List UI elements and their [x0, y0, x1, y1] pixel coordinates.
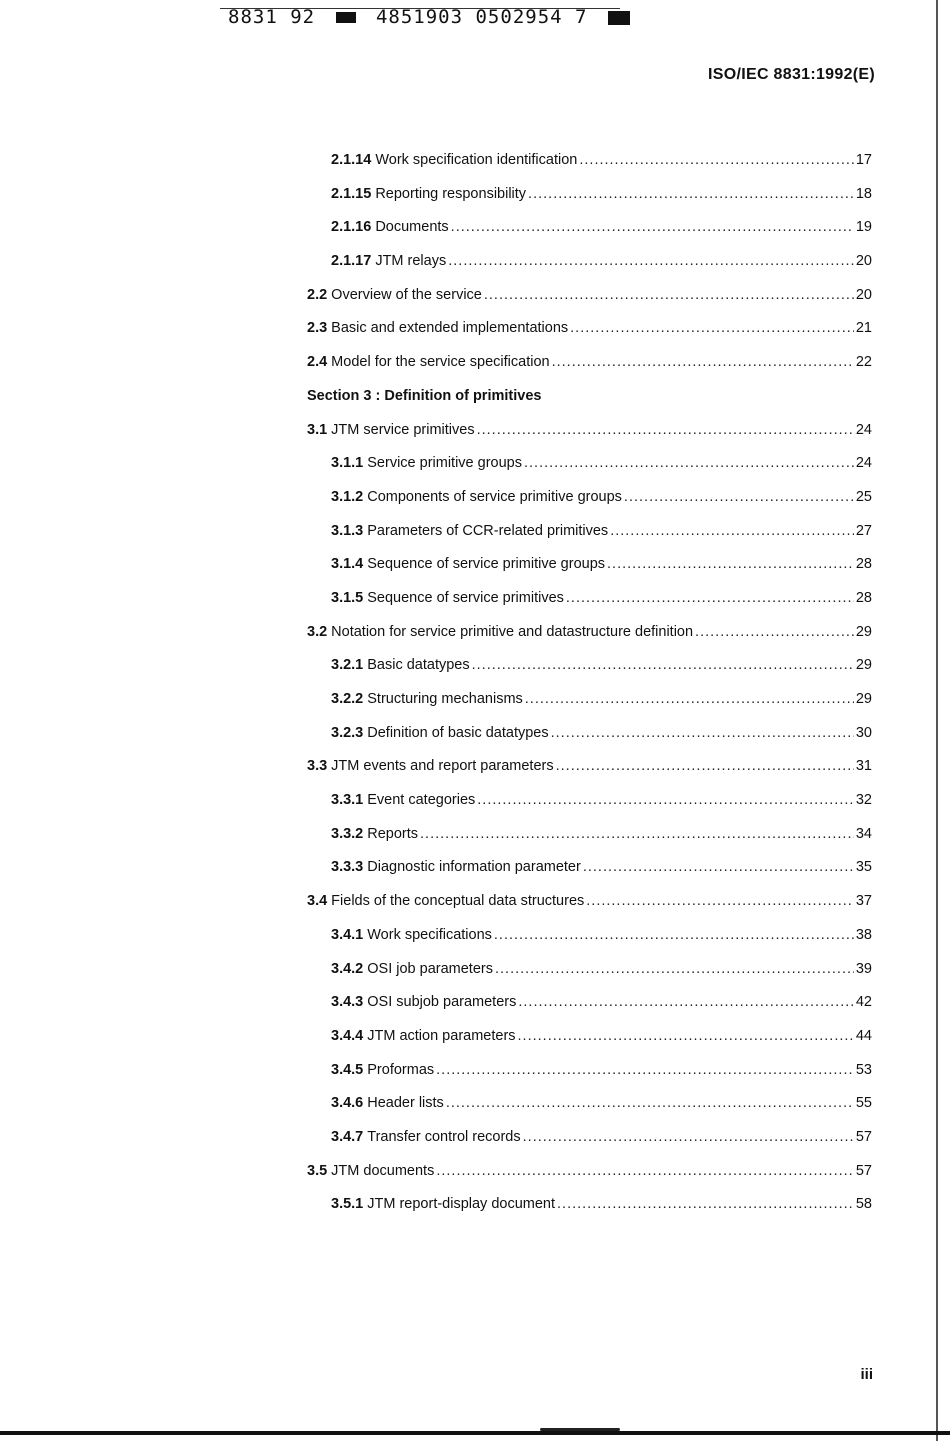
toc-dot-leader	[579, 152, 854, 168]
toc-entry-number: 3.2.3	[331, 724, 364, 741]
toc-entry[interactable]	[307, 826, 872, 860]
toc-entry-number: 2.1.15	[331, 185, 372, 202]
toc-entry-page: 30	[855, 724, 872, 741]
toc-entry[interactable]	[307, 624, 872, 658]
toc-entry-title: Structuring mechanisms	[367, 691, 523, 707]
toc-dot-leader	[528, 186, 854, 202]
toc-entry-title: Reports	[367, 825, 419, 842]
toc-entry-page: 18	[855, 185, 872, 202]
toc-dot-leader	[586, 893, 854, 909]
toc-entry-number: 2.2	[307, 286, 328, 303]
toc-entry[interactable]	[307, 1095, 872, 1129]
toc-dot-leader	[524, 455, 854, 471]
toc-entry-page: 17	[855, 152, 872, 168]
toc-entry[interactable]	[307, 253, 872, 287]
toc-dot-leader	[518, 1028, 854, 1044]
toc-entry-page: 25	[855, 488, 872, 505]
toc-entry[interactable]	[307, 219, 872, 253]
toc-dot-leader	[607, 556, 854, 572]
toc-entry-title: Definition of basic datatypes	[367, 724, 549, 741]
toc-dot-leader	[495, 961, 854, 977]
toc-section-heading[interactable]	[307, 388, 872, 422]
toc-entry-page: 42	[855, 994, 872, 1011]
toc-dot-leader	[494, 927, 854, 943]
toc-dot-leader	[557, 1196, 854, 1212]
toc-entry-page: 55	[855, 1095, 872, 1112]
toc-entry-number: 3.4.2	[331, 960, 364, 977]
toc-entry-title: Model for the service specification	[331, 354, 550, 371]
toc-entry-title: Basic datatypes	[367, 657, 470, 674]
toc-entry-page: 22	[855, 354, 872, 371]
toc-entry-title: JTM report-display document	[367, 1196, 556, 1213]
toc-entry-number: 3.5.1	[331, 1196, 364, 1213]
toc-entry[interactable]	[307, 758, 872, 792]
toc-entry-page: 29	[855, 657, 872, 674]
toc-entry-number: 2.1.16	[331, 219, 372, 236]
toc-entry[interactable]	[307, 961, 872, 995]
toc-entry-title: JTM relays	[375, 253, 447, 270]
toc-dot-leader	[556, 758, 854, 774]
toc-entry-title: Proformas	[367, 1061, 435, 1078]
toc-entry-title: JTM service primitives	[331, 421, 475, 438]
toc-entry-title: Overview of the service	[331, 286, 482, 303]
toc-entry[interactable]	[307, 893, 872, 927]
toc-entry[interactable]	[307, 657, 872, 691]
toc-entry-page: 32	[855, 792, 872, 809]
toc-entry-title: Documents	[375, 219, 449, 236]
toc-entry-page: 53	[855, 1061, 872, 1078]
toc-entry-title: JTM action parameters	[367, 1027, 516, 1044]
toc-entry[interactable]	[307, 994, 872, 1028]
toc-entry-number: 2.1.17	[331, 253, 372, 270]
toc-entry[interactable]	[307, 859, 872, 893]
toc-entry-page: 20	[855, 253, 872, 270]
toc-entry-page: 58	[855, 1196, 872, 1213]
toc-entry-page: 29	[855, 623, 872, 640]
toc-entry-number: 3.3.3	[331, 859, 364, 876]
toc-entry-number: 2.3	[307, 320, 328, 337]
toc-entry-title: Transfer control records	[367, 1128, 521, 1145]
toc-dot-leader	[446, 1095, 854, 1111]
toc-entry-page: 44	[855, 1027, 872, 1044]
toc-entry-page: 37	[855, 893, 872, 910]
toc-entry-page: 21	[855, 320, 872, 337]
toc-entry-page: 35	[855, 859, 872, 876]
toc-entry[interactable]	[307, 1062, 872, 1096]
scan-header-codes	[228, 6, 638, 28]
document-id: ISO/IEC 8831:1992(E)	[708, 66, 875, 83]
toc-dot-leader	[518, 994, 854, 1010]
table-of-contents	[307, 152, 872, 1230]
toc-entry-title: Header lists	[367, 1095, 444, 1112]
toc-entry[interactable]	[307, 927, 872, 961]
toc-dot-leader	[552, 354, 854, 370]
toc-entry-page: 38	[855, 926, 872, 943]
toc-entry-number: 3.1.1	[331, 455, 364, 472]
toc-entry[interactable]	[307, 590, 872, 624]
toc-entry-page: 20	[855, 286, 872, 303]
toc-entry-title: Parameters of CCR-related primitives	[367, 522, 609, 539]
toc-entry-number: 3.3.2	[331, 825, 364, 842]
toc-entry[interactable]	[307, 556, 872, 590]
toc-dot-leader	[436, 1163, 854, 1179]
toc-entry-number: 3.2.2	[331, 691, 364, 707]
toc-entry[interactable]	[307, 1196, 872, 1230]
toc-dot-leader	[570, 320, 854, 336]
scan-block-mark-large	[608, 11, 630, 25]
toc-entry-title: Reporting responsibility	[375, 185, 527, 202]
toc-dot-leader	[525, 691, 854, 707]
toc-dot-leader	[448, 253, 854, 269]
toc-entry-title: Event categories	[367, 792, 476, 809]
toc-entry[interactable]	[307, 691, 872, 725]
toc-entry-number: 3.1.2	[331, 488, 364, 505]
toc-entry-title: OSI job parameters	[367, 960, 493, 977]
toc-entry-number: 3.1	[307, 421, 328, 438]
toc-dot-leader	[420, 826, 854, 842]
toc-entry-number: 3.5	[307, 1162, 328, 1179]
toc-entry-title: Notation for service primitive and datastructure definition	[331, 623, 694, 640]
toc-entry[interactable]	[307, 455, 872, 489]
toc-dot-leader	[436, 1062, 854, 1078]
toc-entry-page: 19	[855, 219, 872, 236]
toc-entry-number: 3.4.7	[331, 1128, 364, 1145]
toc-entry-number: 3.4	[307, 893, 328, 910]
scan-bottom-border	[0, 1431, 950, 1435]
toc-entry-number: 3.4.1	[331, 926, 364, 943]
toc-dot-leader	[610, 523, 854, 539]
toc-entry-page: 29	[855, 691, 872, 707]
toc-dot-leader	[484, 287, 854, 303]
toc-entry-number: 3.3.1	[331, 792, 364, 809]
toc-entry-title: Fields of the conceptual data structures	[331, 893, 585, 910]
toc-entry-title: Components of service primitive groups	[367, 488, 622, 505]
toc-entry-page: 28	[855, 589, 872, 606]
toc-entry-title: Service primitive groups	[367, 455, 522, 472]
toc-entry-number: 2.1.14	[331, 152, 372, 168]
toc-entry[interactable]	[307, 1129, 872, 1163]
toc-entry-number: 3.1.3	[331, 522, 364, 539]
toc-dot-leader	[583, 859, 854, 875]
toc-entry-page: 28	[855, 556, 872, 573]
toc-entry-number: 2.4	[307, 354, 328, 371]
toc-dot-leader	[477, 792, 854, 808]
toc-entry[interactable]	[307, 422, 872, 456]
toc-entry-number: 3.4.5	[331, 1061, 364, 1078]
toc-entry[interactable]	[307, 354, 872, 388]
toc-entry-number: 3.1.5	[331, 589, 364, 606]
scan-block-mark	[336, 12, 356, 23]
toc-entry-title: Basic and extended implementations	[331, 320, 569, 337]
toc-entry-title: Sequence of service primitives	[367, 589, 564, 606]
toc-entry-page: 31	[855, 758, 872, 775]
toc-dot-leader	[551, 725, 854, 741]
toc-dot-leader	[566, 590, 854, 606]
scan-right-border	[936, 0, 938, 1441]
toc-dot-leader	[695, 624, 854, 640]
page-number: iii	[860, 1366, 873, 1383]
toc-entry[interactable]	[307, 792, 872, 826]
toc-entry-title: JTM events and report parameters	[331, 758, 554, 775]
toc-entry[interactable]	[307, 152, 872, 186]
toc-entry-number: 3.2.1	[331, 657, 364, 674]
toc-dot-leader	[523, 1129, 854, 1145]
toc-entry-title: Work specification identification	[375, 152, 578, 168]
toc-entry[interactable]	[307, 489, 872, 523]
toc-entry-page: 57	[855, 1162, 872, 1179]
toc-entry[interactable]	[307, 186, 872, 220]
toc-entry-number: 3.4.3	[331, 994, 364, 1011]
toc-entry[interactable]	[307, 1163, 872, 1197]
toc-entry-page: 24	[855, 421, 872, 438]
toc-entry-number: 3.1.4	[331, 556, 364, 573]
toc-entry[interactable]	[307, 320, 872, 354]
toc-entry-title: OSI subjob parameters	[367, 994, 517, 1011]
toc-entry-title: Work specifications	[367, 926, 492, 943]
toc-entry-title: Section 3 : Definition of primitives	[307, 387, 542, 404]
toc-entry-number: 3.2	[307, 623, 328, 640]
toc-entry-page: 34	[855, 825, 872, 842]
toc-entry-number: 3.4.4	[331, 1027, 364, 1044]
toc-entry-page: 24	[855, 455, 872, 472]
toc-dot-leader	[472, 657, 854, 673]
toc-dot-leader	[477, 422, 854, 438]
toc-entry-title: Diagnostic information parameter	[367, 859, 581, 876]
toc-entry[interactable]	[307, 287, 872, 321]
toc-entry[interactable]	[307, 725, 872, 759]
toc-entry[interactable]	[307, 1028, 872, 1062]
toc-dot-leader	[624, 489, 854, 505]
toc-entry-page: 57	[855, 1128, 872, 1145]
toc-entry[interactable]	[307, 523, 872, 557]
toc-entry-title: Sequence of service primitive groups	[367, 556, 606, 573]
toc-entry-title: JTM documents	[331, 1162, 435, 1179]
scan-code-left: 8831 92	[228, 6, 316, 28]
scan-code-right: 4851903 0502954 7	[375, 6, 588, 28]
toc-entry-number: 3.3	[307, 758, 328, 775]
toc-entry-page: 27	[855, 522, 872, 539]
toc-entry-number: 3.4.6	[331, 1095, 364, 1112]
toc-entry-page: 39	[855, 960, 872, 977]
toc-dot-leader	[451, 219, 854, 235]
